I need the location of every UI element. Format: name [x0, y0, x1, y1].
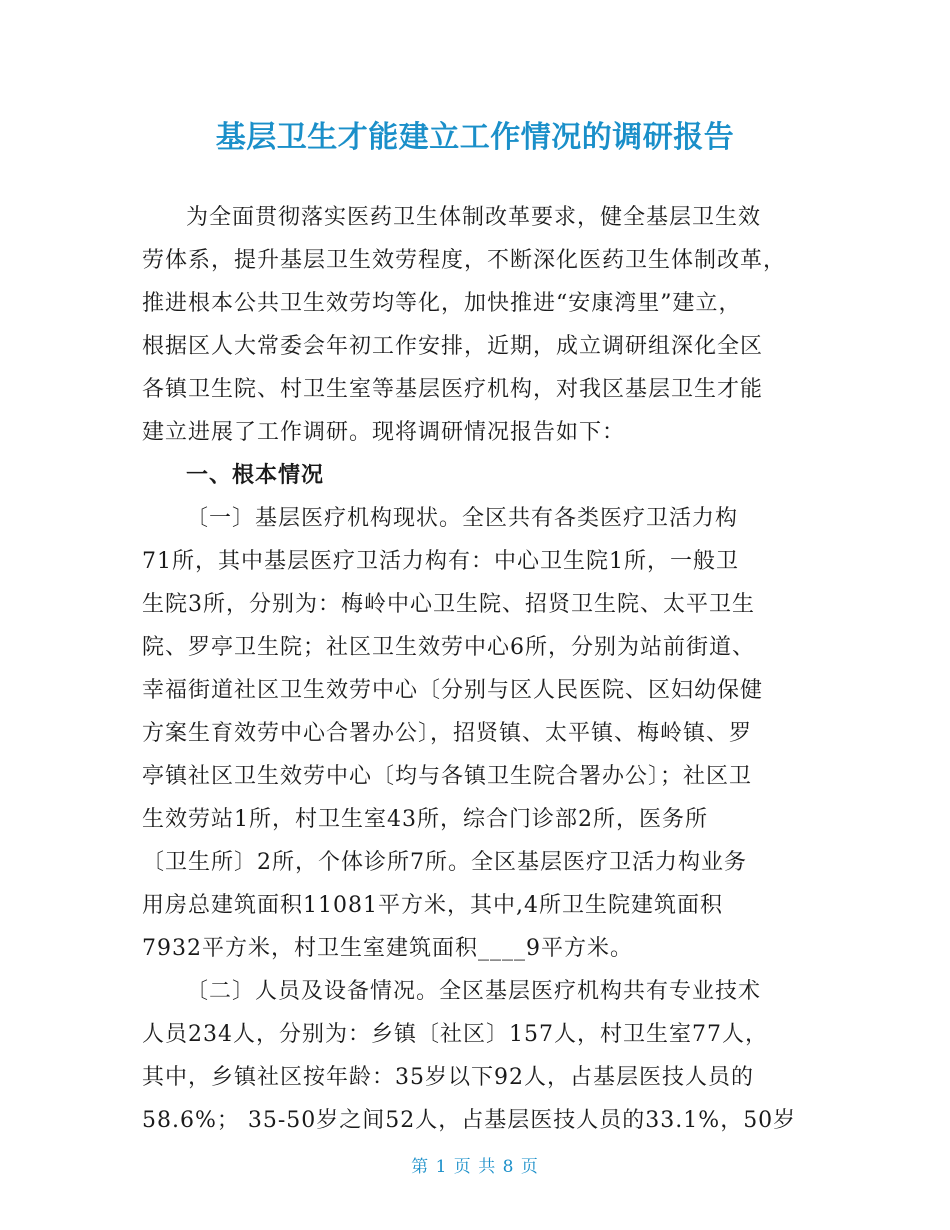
text-line: 〔一〕基层医疗机构现状。全区共有各类医疗卫活力构	[186, 506, 739, 531]
text-line: 〔二〕人员及设备情况。全区基层医疗机构共有专业技术	[186, 979, 762, 1004]
text-line: 院、罗亭卫生院；社区卫生效劳中心6所，分别为站前街道、	[142, 635, 755, 660]
text-line: 用房总建筑面积11081平方米，其中,4所卫生院建筑面积	[142, 893, 723, 918]
section-heading: 一、根本情况	[186, 463, 325, 488]
text-line: 生效劳站1所，村卫生室43所，综合门诊部2所，医务所	[142, 807, 708, 832]
text-line: 〔卫生所〕2所，个体诊所7所。全区基层医疗卫活力构业务	[142, 850, 747, 875]
text-line: 根据区人大常委会年初工作安排，近期，成立调研组深化全区	[142, 334, 764, 359]
text-line: 方案生育效劳中心合署办公〕，招贤镇、太平镇、梅岭镇、罗	[142, 721, 753, 746]
text-line: 亭镇社区卫生效劳中心〔均与各镇卫生院合署办公〕；社区卫	[142, 764, 753, 789]
text-line: 建立进展了工作调研。现将调研情况报告如下：	[142, 420, 626, 445]
text-line: 71所，其中基层医疗卫活力构有：中心卫生院1所，一般卫	[142, 549, 739, 574]
text-line: 人员234人，分别为：乡镇〔社区〕157人，村卫生室77人，	[142, 1022, 768, 1047]
text-line: 劳体系，提升基层卫生效劳程度，不断深化医药卫生体制改革，	[142, 248, 787, 273]
text-line: 推进根本公共卫生效劳均等化，加快推进“安康湾里”建立，	[142, 291, 742, 316]
text-line: 7932平方米，村卫生室建筑面积____9平方米。	[142, 936, 633, 961]
text-line: 其中，乡镇社区按年龄：35岁以下92人，占基层医技人员的	[142, 1065, 754, 1090]
text-line: 幸福街道社区卫生效劳中心〔分别与区人民医院、区妇幼保健	[142, 678, 764, 703]
text-line: 各镇卫生院、村卫生室等基层医疗机构，对我区基层卫生才能	[142, 377, 764, 402]
text-line: 生院3所，分别为：梅岭中心卫生院、招贤卫生院、太平卫生	[142, 592, 755, 617]
text-line: 为全面贯彻落实医药卫生体制改革要求，健全基层卫生效	[186, 205, 762, 230]
document-title: 基层卫生才能建立工作情况的调研报告	[215, 120, 735, 155]
text-line: 58.6%； 35-50岁之间52人，占基层医技人员的33.1%，50岁	[142, 1108, 797, 1133]
document-body	[142, 196, 822, 1142]
page-footer: 第 1 页 共 8 页	[411, 1157, 539, 1177]
